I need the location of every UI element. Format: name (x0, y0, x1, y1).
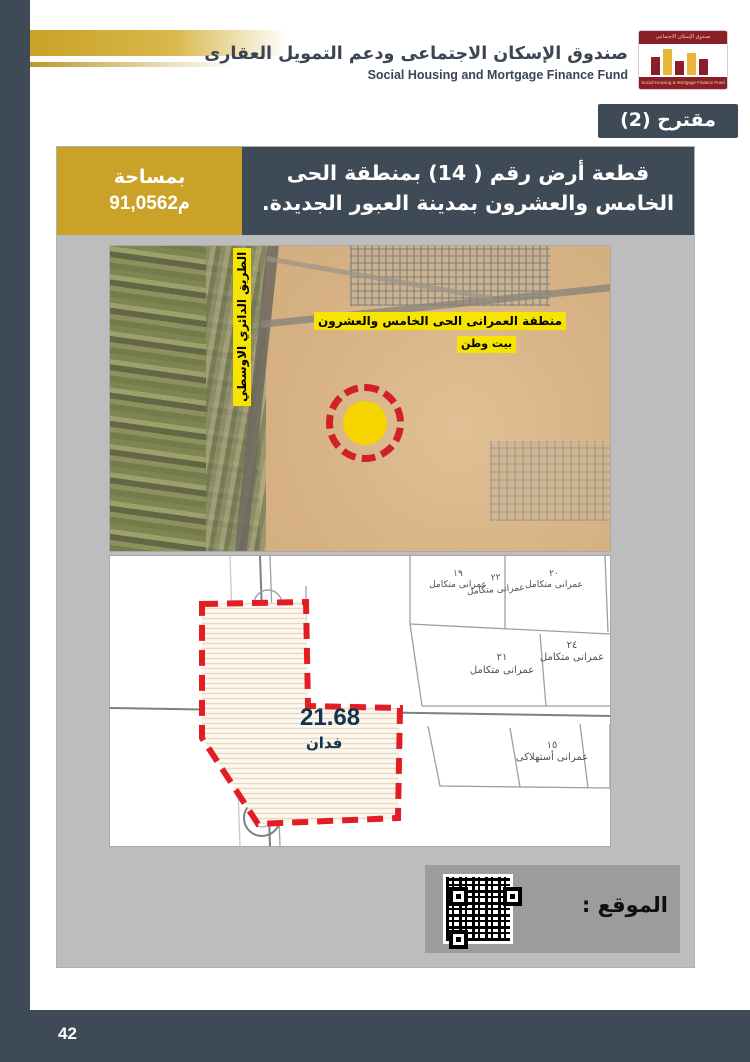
satellite-urban-east (490, 441, 610, 521)
qr-code[interactable] (443, 874, 513, 944)
parcel-title: قطعة أرض رقم ( 14) بمنطقة الحى الخامس والعشرون بمدينة العبور الجديدة. (242, 147, 694, 235)
logo-block-3 (675, 61, 684, 75)
logo-block-4 (687, 53, 696, 75)
qr-finder-top-right (503, 887, 522, 906)
page-header (30, 0, 750, 104)
svg-text:عمرانى متكامل: عمرانى متكامل (469, 665, 535, 676)
area-value: 91,056م2 (109, 192, 190, 214)
satellite-image (109, 245, 611, 552)
site-marker-core (343, 401, 387, 445)
svg-text:عمرانى متكامل: عمرانى متكامل (466, 583, 526, 598)
page-number: 42 (58, 1024, 77, 1043)
logo-block-1 (651, 57, 660, 75)
svg-text:عمرانى متكامل: عمرانى متكامل (539, 652, 605, 663)
area-label: بمساحة (113, 166, 186, 188)
proposal-tab: مقترح (2) (598, 104, 738, 138)
plan-area-value: 21.68 (300, 704, 361, 731)
svg-text:٢١: ٢١ (496, 652, 508, 663)
svg-text:عمرانى متكامل: عمرانى متكامل (525, 580, 583, 590)
right-edge-bar (738, 0, 750, 1062)
logo-top-text: صندوق الإسكان الاجتماعي (639, 31, 727, 44)
site-plan-image (109, 555, 611, 847)
org-title-arabic: صندوق الإسكان الاجتماعى ودعم التمويل العقارى (204, 44, 628, 64)
location-label: الموقع : (581, 893, 668, 917)
org-title-english: Social Housing and Mortgage Finance Fund (367, 68, 628, 82)
svg-text:١٥: ١٥ (546, 740, 558, 751)
parcel-area-badge (57, 147, 242, 235)
svg-text:٢٢: ٢٢ (490, 572, 502, 584)
footer-bar (30, 1010, 750, 1062)
header-title-group (204, 44, 628, 82)
location-bar (425, 865, 680, 953)
page-footer (30, 1010, 750, 1062)
card-title-row (57, 147, 694, 235)
svg-text:٢٠: ٢٠ (549, 569, 559, 579)
logo-emblem (639, 44, 727, 77)
site-plan-drawing (110, 556, 610, 846)
svg-text:١٩: ١٩ (453, 569, 463, 579)
qr-finder-bottom-left (449, 930, 468, 949)
site-marker-circle (326, 384, 404, 462)
proposal-card (56, 146, 695, 968)
svg-text:عمرانى متكامل: عمرانى متكامل (429, 580, 487, 590)
qr-finder-top-left (449, 887, 468, 906)
satellite-label-road: الطريق الدائري الاوسطي (233, 248, 251, 406)
satellite-label-city: منطقة العمرانى الحى الخامس والعشرون (314, 312, 566, 330)
organization-logo (638, 30, 728, 90)
satellite-label-bayt-watan: بيت وطن (457, 336, 516, 353)
logo-bottom-text: Social Housing & Mortgage Finance Fund (639, 77, 727, 89)
svg-text:٢٤: ٢٤ (566, 640, 578, 651)
svg-text:عمرانى أستهلاكى: عمرانى أستهلاكى (515, 752, 589, 763)
logo-block-2 (663, 49, 672, 75)
plan-area-unit: فدان (306, 734, 343, 752)
logo-block-5 (699, 59, 708, 75)
left-edge-bar (0, 0, 30, 1062)
